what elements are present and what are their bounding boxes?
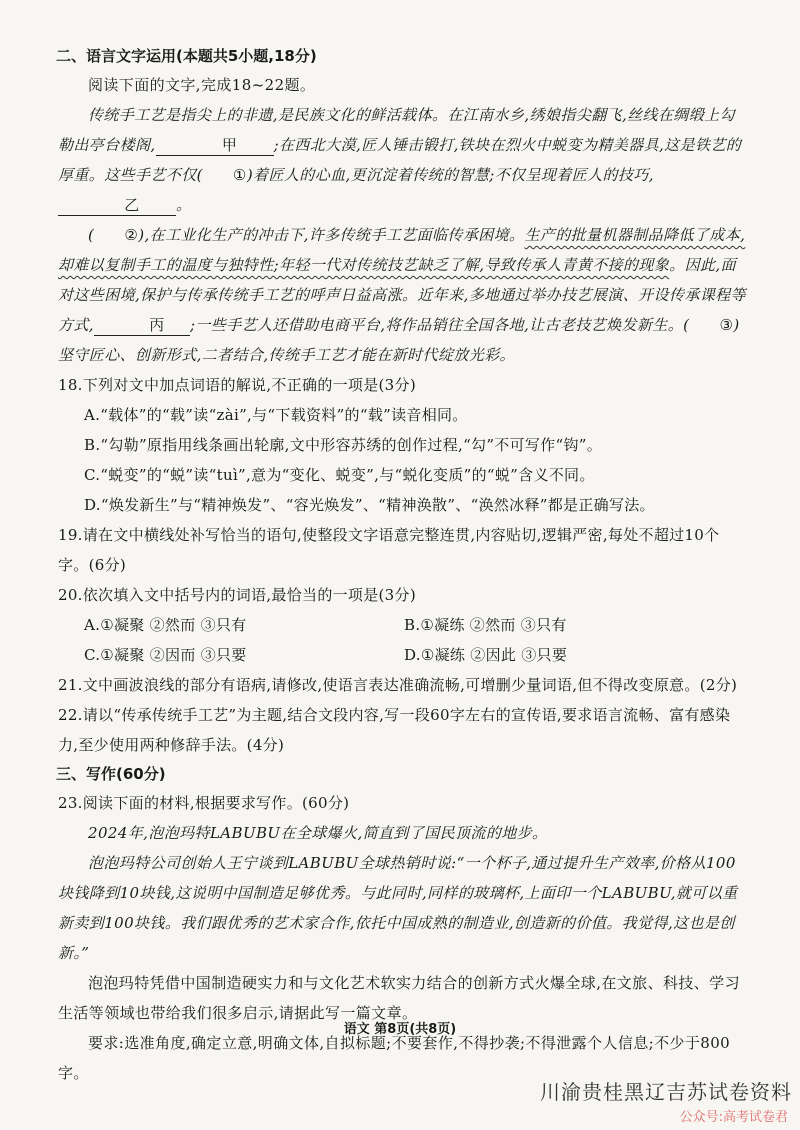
bracket-mark-3: ③ bbox=[719, 316, 734, 334]
blank-yi: 乙 bbox=[58, 195, 176, 216]
bracket-mark-2: ② bbox=[124, 226, 139, 244]
passage-text: ( bbox=[88, 226, 95, 244]
passage-text: )着匠人的心血,更沉淀着传统的智慧;不仅呈现着匠人的技巧, bbox=[246, 166, 654, 184]
question-20-option-c: C.①凝聚 ②因而 ③只要 bbox=[84, 646, 247, 664]
passage-text: )坚守匠心、创新形式,二者结合,传统手工艺才能在新时代绽放光彩。 bbox=[58, 316, 740, 364]
question-20 bbox=[58, 580, 748, 670]
reading-instruction: 阅读下面的文字,完成18~22题。 bbox=[88, 76, 316, 94]
passage-paragraph-2 bbox=[58, 220, 748, 370]
watermark-line-1: 川渝贵桂黑辽吉苏试卷资料 bbox=[540, 1080, 792, 1104]
section-2-title: 二、语言文字运用(本题共5小题,18分) bbox=[56, 47, 317, 65]
exam-page bbox=[58, 42, 748, 1088]
passage-text: 。 bbox=[176, 196, 192, 214]
question-20-option-a: A.①凝聚 ②然而 ③只有 bbox=[84, 616, 247, 634]
passage-text: ;一些手艺人还借助电商平台,将作品销往全国各地,让古老技艺焕发新生。( bbox=[189, 316, 690, 334]
passage-text: ),在工业化生产的冲击下,许多传统手工艺面临传承困境。 bbox=[138, 226, 525, 244]
question-22 bbox=[58, 700, 748, 760]
passage-text: ;在西北大漠,匠人锤击锻打,铁块在烈火中蜕变为精美器具,这是铁艺的厚重。这些手艺不仅( bbox=[58, 136, 742, 184]
question-18-stem: 18.下列对文中加点词语的解说,不正确的一项是(3分) bbox=[58, 376, 416, 394]
question-18-option-c: C.“蜕变”的“蜕”读“tuì”,意为“变化、蜕变”,与“蜕化变质”的“蜕”含义不同。 bbox=[84, 466, 595, 484]
blank-jia: 甲 bbox=[156, 135, 274, 156]
passage-paragraph-1 bbox=[58, 100, 748, 220]
question-18-option-d: D.“焕发新生”与“精神焕发”、“容光焕发”、“精神涣散”、“涣然冰释”都是正确写法。 bbox=[84, 496, 655, 514]
material-paragraph-1: 2024年,泡泡玛特LABUBU在全球爆火,简直到了国民顶流的地步。 bbox=[88, 824, 548, 842]
blank-bing: 丙 bbox=[94, 315, 190, 336]
section-3-title: 三、写作(60分) bbox=[56, 765, 166, 783]
question-21 bbox=[58, 670, 748, 700]
question-18-option-a: A.“载体”的“载”读“zài”,与“下载资料”的“载”读音相同。 bbox=[84, 406, 468, 424]
page-footer: 语文 第8页(共8页) bbox=[343, 1022, 457, 1037]
question-18-option-b: B.“勾勒”原指用线条画出轮廓,文中形容苏绣的创作过程,“勾”不可写作“钩”。 bbox=[84, 436, 603, 454]
question-19-stem: 19.请在文中横线处补写恰当的语句,使整段文字语意完整连贯,内容贴切,逻辑严密,每处不超过10个字。(6分) bbox=[58, 526, 720, 574]
material-paragraph-2: 泡泡玛特公司创始人王宁谈到LABUBU全球热销时说:“一个杯子,通过提升生产效率,价格从100块钱降到10块钱,这说明中国制造足够优秀。与此同时,同样的玻璃杯,上面印一个LABUBU,就可以重新卖到100块钱。我们跟优秀的艺术家合作,依托中国成熟的制造业,创造新的价值。我觉得,这也是创新。” bbox=[58, 854, 738, 962]
watermark-line-2: 公众号:高考试卷君 bbox=[679, 1110, 788, 1125]
question-23-stem: 23.阅读下面的材料,根据要求写作。(60分) bbox=[58, 794, 350, 812]
question-22-stem: 22.请以“传承传统手工艺”为主题,结合文段内容,写一段60字左右的宣传语,要求语言流畅、富有感染力,至少使用两种修辞手法。(4分) bbox=[58, 706, 731, 754]
passage-text: 。因此,面对这些困境,保护与传承传统手工艺的呼声日益高涨。近年来,多地通过举办技艺展演、开设传承课程等方式, bbox=[58, 256, 746, 334]
question-18 bbox=[58, 370, 748, 520]
bracket-mark-1: ① bbox=[232, 166, 247, 184]
question-20-option-d: D.①凝练 ②因此 ③只要 bbox=[404, 646, 568, 664]
question-20-options bbox=[58, 610, 748, 670]
writing-requirements: 要求:选准角度,确定立意,明确文体,自拟标题;不要套作,不得抄袭;不得泄露个人信息;不少于800字。 bbox=[58, 1034, 731, 1082]
material-paragraph-3: 泡泡玛特凭借中国制造硬实力和与文化艺术软实力结合的创新方式火爆全球,在文旅、科技、学习生活等领域也带给我们很多启示,请据此写一篇文章。 bbox=[58, 974, 740, 1022]
question-20-option-b: B.①凝练 ②然而 ③只有 bbox=[404, 616, 567, 634]
question-20-stem: 20.依次填入文中括号内的词语,最恰当的一项是(3分) bbox=[58, 586, 416, 604]
passage-text: 传统手工艺是指尖上的非遗,是民族文化的鲜活载体。在江南水乡,绣娘指尖翻飞,丝线在绸缎上勾勒出亭台楼阁, bbox=[58, 106, 735, 154]
question-23 bbox=[58, 788, 748, 1088]
wavy-underlined-sentence: 生产的批量机器制品降低了成本,却难以复制手工的温度与独特性;年轻一代对传统技艺缺乏了解,导致传承人青黄不接的现象 bbox=[58, 226, 746, 274]
question-21-stem: 21.文中画波浪线的部分有语病,请修改,使语言表达准确流畅,可增删少量词语,但不得改变原意。(2分) bbox=[58, 676, 738, 694]
question-19 bbox=[58, 520, 748, 580]
